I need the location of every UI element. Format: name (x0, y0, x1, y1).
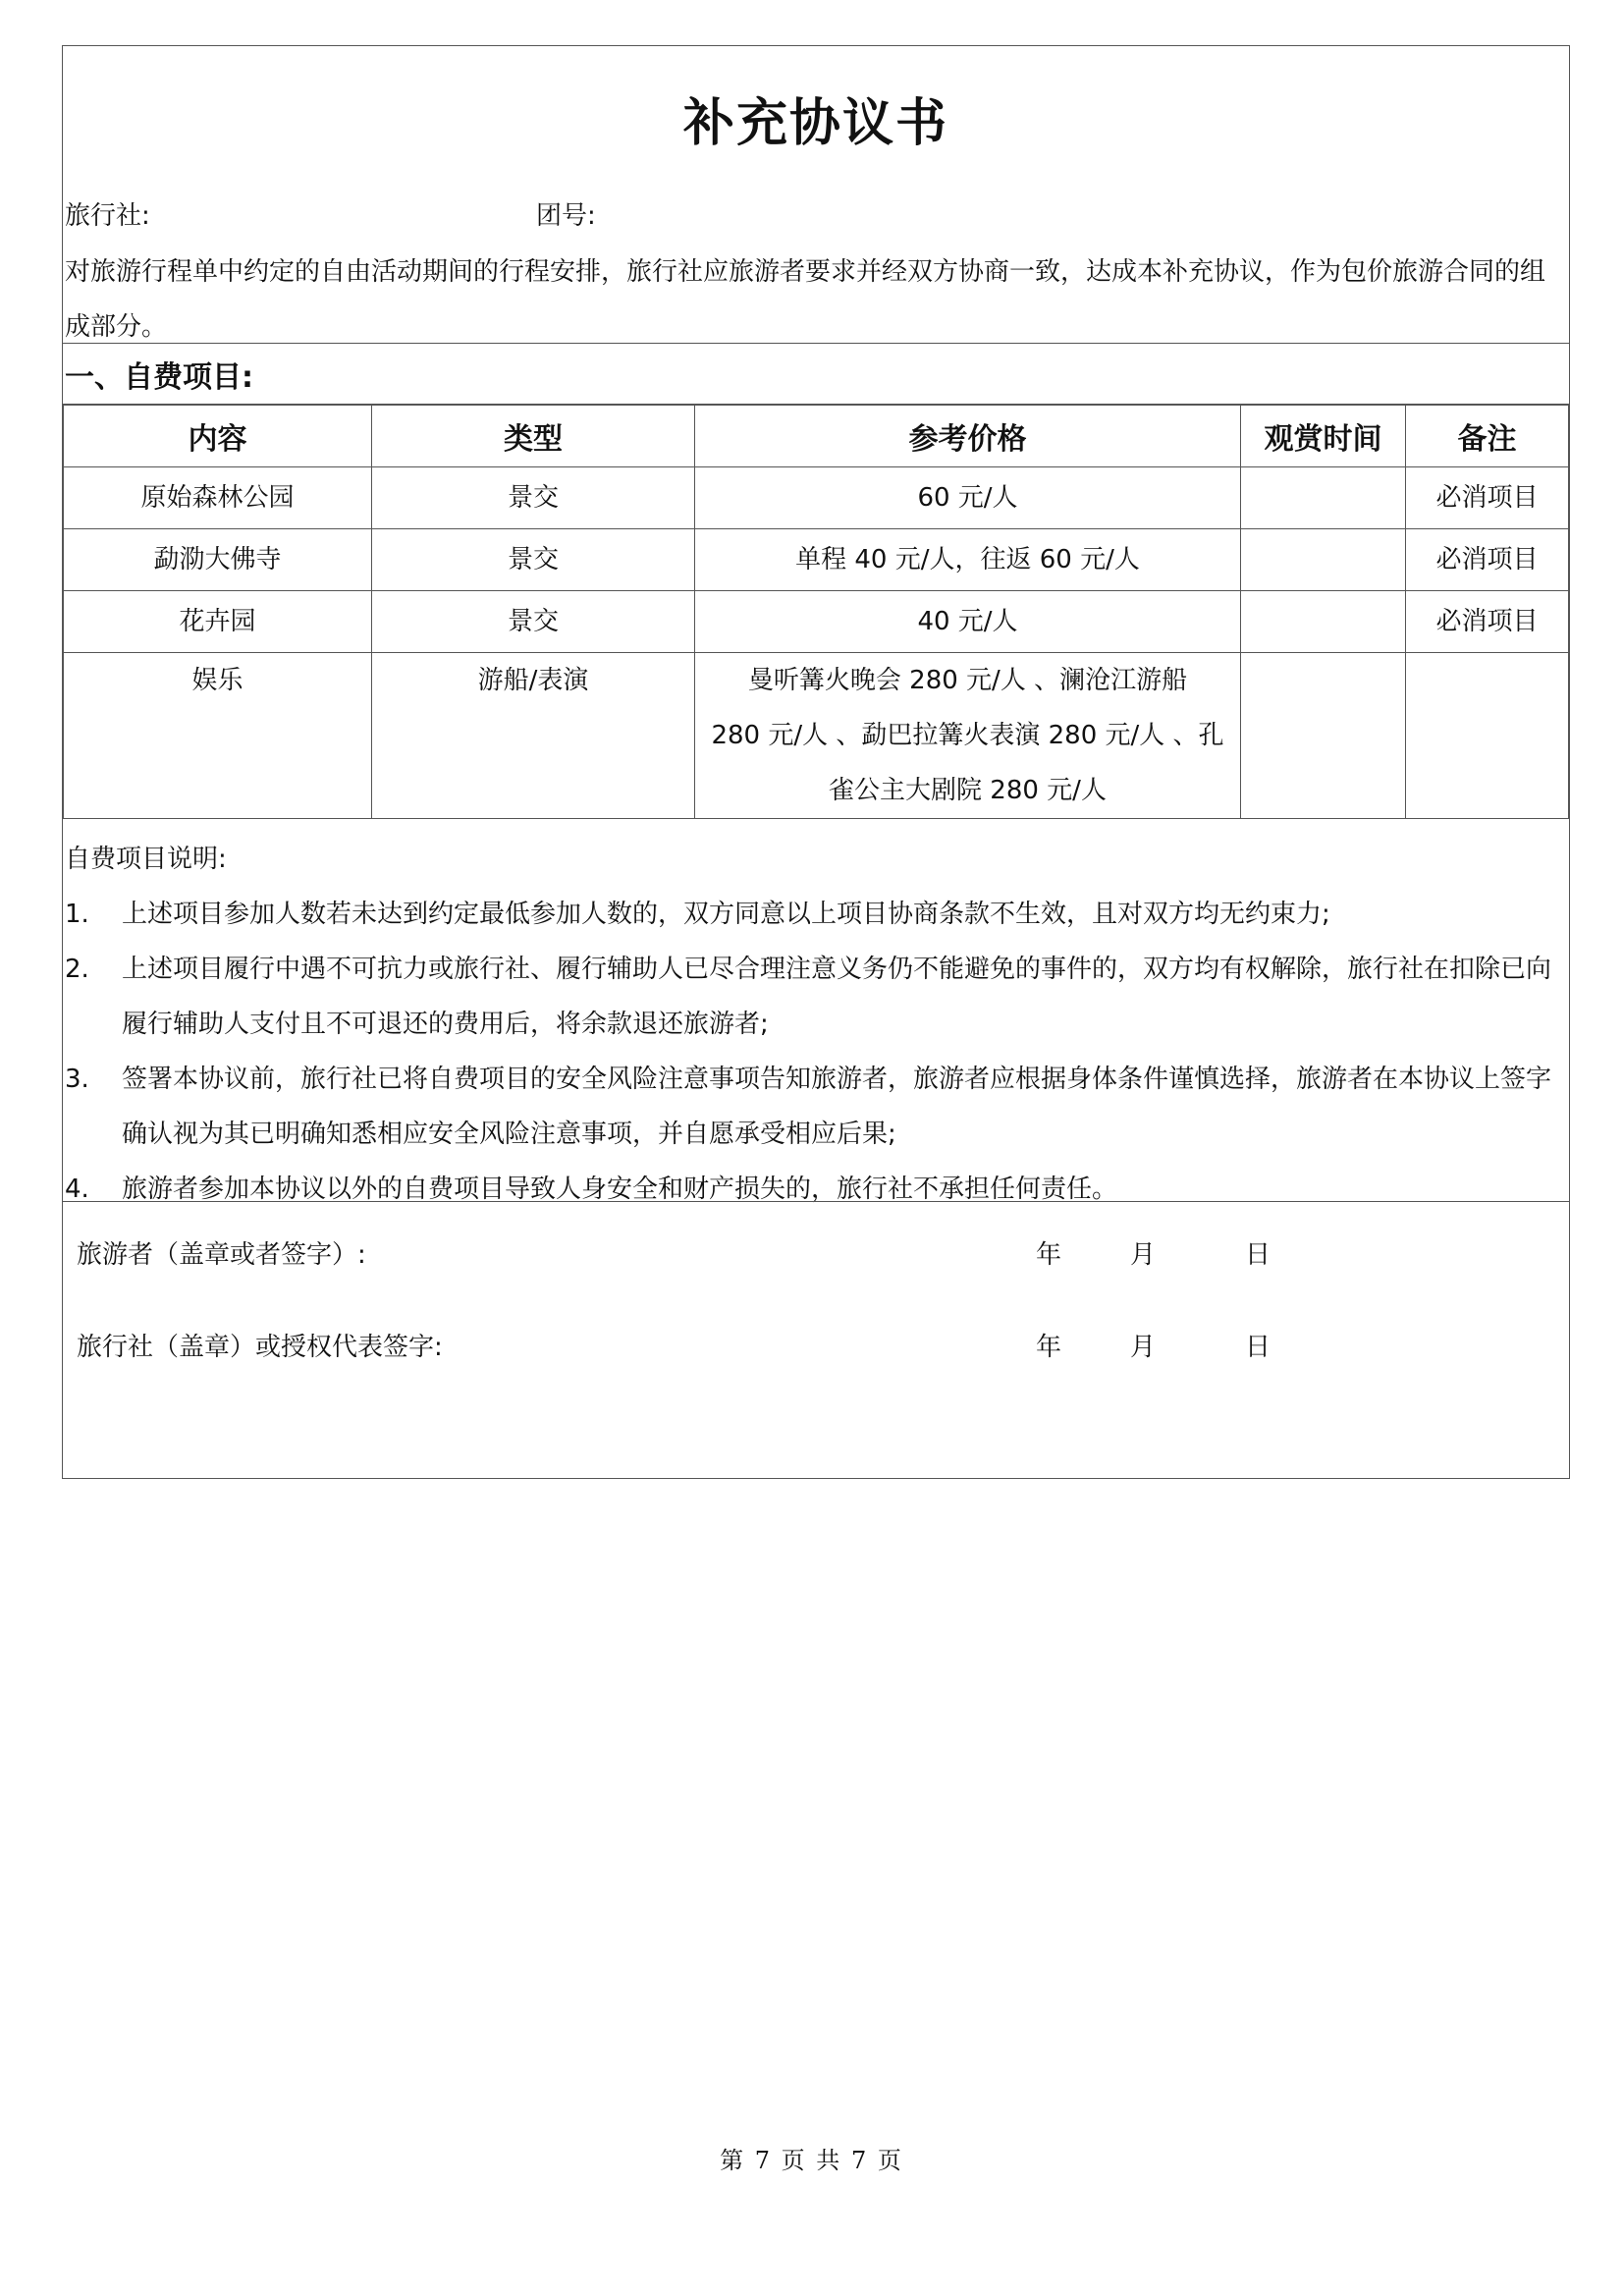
table-row (64, 591, 1569, 653)
cell-content: 勐泐大佛寺 (64, 529, 372, 591)
notes-heading: 自费项目说明: (65, 845, 227, 874)
header-type: 类型 (372, 406, 695, 467)
header-note: 备注 (1406, 406, 1569, 467)
year-label: 年 (1036, 1333, 1062, 1362)
notes-list (65, 887, 1565, 1217)
list-text: 签署本协议前，旅行社已将自费项目的安全风险注意事项告知旅游者，旅游者应根据身体条件谨慎选择，旅游者在本协议上签字确认视为其已明确知悉相应安全风险注意事项，并自愿承受相应后果; (122, 1065, 1552, 1149)
list-text: 旅游者参加本协议以外的自费项目导致人身安全和财产损失的，旅行社不承担任何责任。 (122, 1175, 1118, 1204)
cell-price: 60 元/人 (695, 467, 1241, 529)
list-item (65, 942, 1565, 1052)
cell-type: 景交 (372, 529, 695, 591)
cell-content: 原始森林公园 (64, 467, 372, 529)
list-item (65, 887, 1565, 942)
list-number: 3. (65, 1065, 89, 1094)
cell-price (695, 653, 1241, 819)
cell-content: 花卉园 (64, 591, 372, 653)
list-item (65, 1052, 1565, 1162)
cell-time (1241, 529, 1406, 591)
header-content: 内容 (64, 406, 372, 467)
agency-signature-label: 旅行社（盖章）或授权代表签字: (77, 1333, 443, 1362)
fee-notes (65, 832, 1565, 1217)
cell-price: 40 元/人 (695, 591, 1241, 653)
tourist-signature-label: 旅游者（盖章或者签字）: (77, 1240, 366, 1270)
cell-note (1406, 653, 1569, 819)
table-header-row (64, 406, 1569, 467)
list-text: 上述项目履行中遇不可抗力或旅行社、履行辅助人已尽合理注意义务仍不能避免的事件的，双方均有权解除，旅行社在扣除已向履行辅助人支付且不可退还的费用后，将余款退还旅游者; (122, 955, 1552, 1039)
price-line: 曼听篝火晚会 280 元/人 、澜沧江游船 (747, 666, 1188, 695)
cell-note: 必消项目 (1406, 467, 1569, 529)
cell-type: 游船/表演 (372, 653, 695, 819)
table-row (64, 653, 1569, 819)
cell-time (1241, 653, 1406, 819)
list-item (65, 1162, 1565, 1217)
list-number: 4. (65, 1175, 89, 1204)
divider (63, 1201, 1569, 1202)
cell-content: 娱乐 (64, 653, 372, 819)
cell-time (1241, 467, 1406, 529)
month-label: 月 (1130, 1240, 1157, 1270)
fee-items-table (63, 405, 1569, 819)
cell-price: 单程 40 元/人，往返 60 元/人 (695, 529, 1241, 591)
page-footer: 第 7 页 共 7 页 (720, 2147, 903, 2174)
cell-time (1241, 591, 1406, 653)
day-label: 日 (1245, 1240, 1271, 1270)
section-title: 一、自费项目: (65, 360, 253, 395)
travel-agency-label: 旅行社: (65, 201, 150, 231)
header-price: 参考价格 (695, 406, 1241, 467)
day-label: 日 (1245, 1333, 1271, 1362)
month-label: 月 (1130, 1333, 1157, 1362)
list-text: 上述项目参加人数若未达到约定最低参加人数的，双方同意以上项目协商条款不生效，且对双方均无约束力; (122, 900, 1330, 929)
cell-note: 必消项目 (1406, 529, 1569, 591)
price-line: 雀公主大剧院 280 元/人 (829, 776, 1107, 805)
divider (63, 343, 1569, 344)
group-number-label: 团号: (536, 201, 596, 231)
list-number: 2. (65, 955, 89, 984)
agreement-frame (62, 45, 1570, 1479)
cell-type: 景交 (372, 591, 695, 653)
price-line: 280 元/人 、勐巴拉篝火表演 280 元/人 、孔 (711, 721, 1224, 750)
document-title: 补充协议书 (682, 94, 948, 153)
list-number: 1. (65, 900, 89, 929)
header-time: 观赏时间 (1241, 406, 1406, 467)
table-row (64, 529, 1569, 591)
intro-paragraph: 对旅游行程单中约定的自由活动期间的行程安排，旅行社应旅游者要求并经双方协商一致，达成本补充协议，作为包价旅游合同的组成部分。 (65, 257, 1546, 342)
cell-type: 景交 (372, 467, 695, 529)
cell-note: 必消项目 (1406, 591, 1569, 653)
year-label: 年 (1036, 1240, 1062, 1270)
table-row (64, 467, 1569, 529)
